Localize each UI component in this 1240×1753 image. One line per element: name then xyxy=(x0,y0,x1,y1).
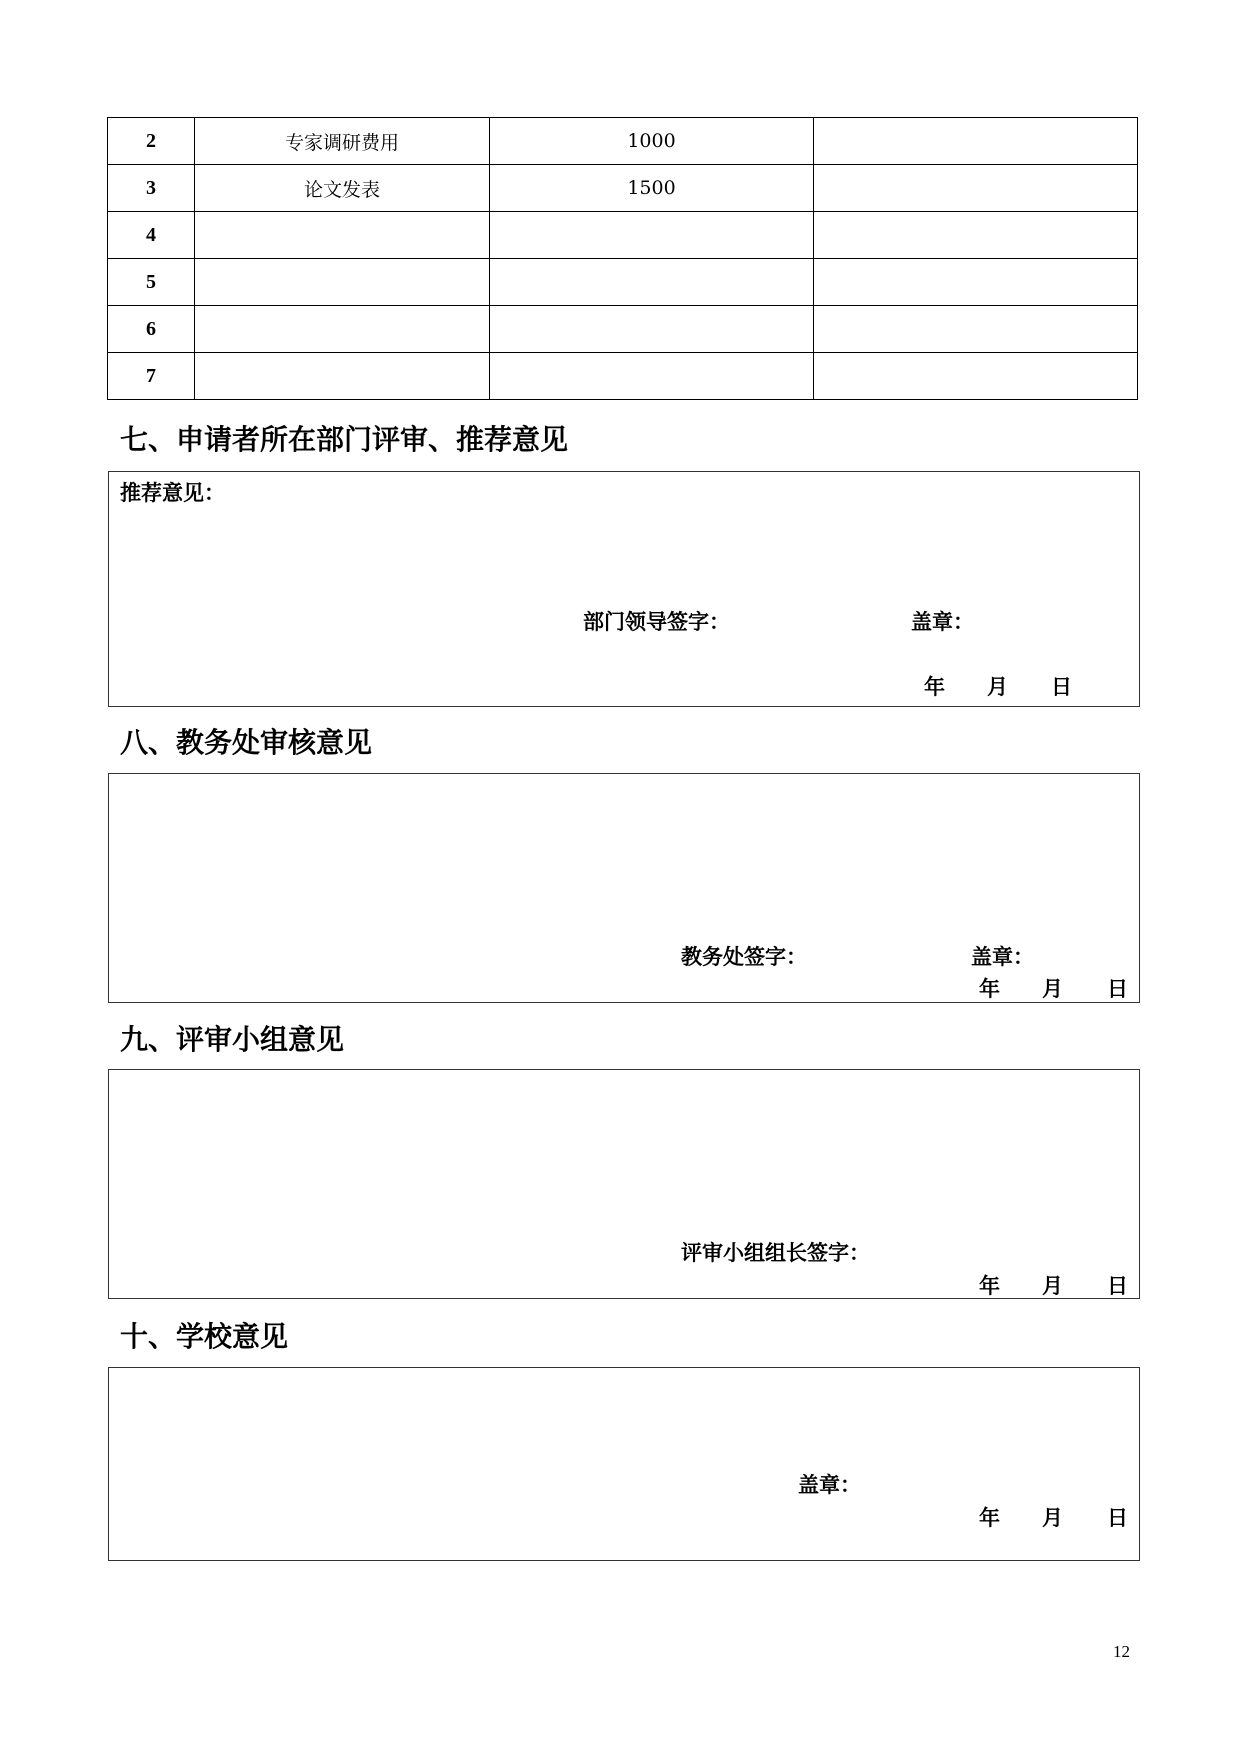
section10-day: 日 xyxy=(1107,1506,1128,1530)
section7-signature: 部门领导签字： xyxy=(583,610,730,634)
section9-title: 九、评审小组意见 xyxy=(120,1023,345,1056)
section7-box[interactable] xyxy=(108,471,1140,707)
row-number[interactable]: 6 xyxy=(108,306,195,353)
row-number[interactable]: 5 xyxy=(108,259,195,306)
section7-seal: 盖章： xyxy=(911,610,974,634)
table-row xyxy=(108,165,1138,212)
section8-title: 八、教务处审核意见 xyxy=(120,726,373,759)
note-cell[interactable] xyxy=(814,259,1138,306)
amount-cell[interactable] xyxy=(490,259,814,306)
row-number[interactable]: 2 xyxy=(108,118,195,165)
recommend-label: 推荐意见： xyxy=(120,481,225,505)
table-row xyxy=(108,259,1138,306)
section9-day: 日 xyxy=(1107,1274,1128,1298)
item-cell[interactable]: 专家调研费用 xyxy=(195,118,490,165)
page-number: 12 xyxy=(1113,1642,1130,1661)
note-cell[interactable] xyxy=(814,212,1138,259)
item-cell[interactable] xyxy=(195,306,490,353)
table-row xyxy=(108,353,1138,400)
section7-year: 年 xyxy=(924,675,945,699)
amount-cell[interactable] xyxy=(490,212,814,259)
amount-cell[interactable] xyxy=(490,306,814,353)
amount-cell[interactable]: 1500 xyxy=(490,165,814,212)
section7-title: 七、申请者所在部门评审、推荐意见 xyxy=(120,423,569,456)
section10-title: 十、学校意见 xyxy=(120,1320,289,1353)
section7-month: 月 xyxy=(987,675,1008,699)
table-row xyxy=(108,212,1138,259)
section10-seal: 盖章： xyxy=(798,1473,861,1497)
section9-month: 月 xyxy=(1042,1274,1063,1298)
table-row xyxy=(108,306,1138,353)
section9-signature: 评审小组组长签字： xyxy=(681,1241,870,1265)
item-cell[interactable] xyxy=(195,259,490,306)
row-number[interactable]: 7 xyxy=(108,353,195,400)
row-number[interactable]: 4 xyxy=(108,212,195,259)
section8-month: 月 xyxy=(1042,977,1063,1001)
note-cell[interactable] xyxy=(814,353,1138,400)
section8-year: 年 xyxy=(979,977,1000,1001)
item-cell[interactable] xyxy=(195,353,490,400)
section9-year: 年 xyxy=(979,1274,1000,1298)
item-cell[interactable] xyxy=(195,212,490,259)
section7-day: 日 xyxy=(1051,675,1072,699)
amount-cell[interactable]: 1000 xyxy=(490,118,814,165)
section8-day: 日 xyxy=(1107,977,1128,1001)
item-cell[interactable]: 论文发表 xyxy=(195,165,490,212)
section10-month: 月 xyxy=(1042,1506,1063,1530)
section10-year: 年 xyxy=(979,1506,1000,1530)
budget-table xyxy=(107,117,1138,400)
note-cell[interactable] xyxy=(814,118,1138,165)
row-number[interactable]: 3 xyxy=(108,165,195,212)
note-cell[interactable] xyxy=(814,165,1138,212)
amount-cell[interactable] xyxy=(490,353,814,400)
section8-signature: 教务处签字： xyxy=(681,945,807,969)
section9-box[interactable] xyxy=(108,1069,1140,1299)
section8-seal: 盖章： xyxy=(971,945,1034,969)
note-cell[interactable] xyxy=(814,306,1138,353)
table-row xyxy=(108,118,1138,165)
